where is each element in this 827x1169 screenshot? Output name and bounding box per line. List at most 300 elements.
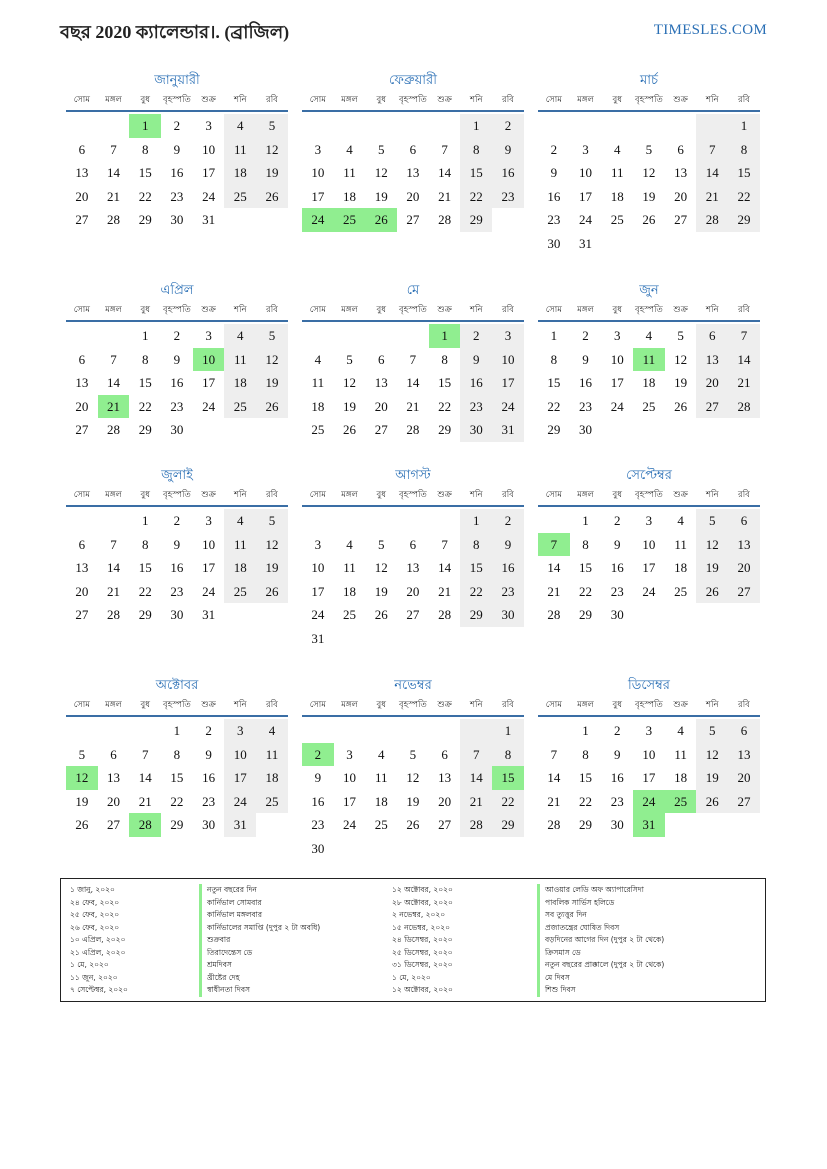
day-cell: 4 [377, 746, 385, 762]
day-cell: 18 [256, 766, 288, 790]
day-cell: 1 [492, 719, 524, 743]
day-cell: 16 [492, 556, 524, 580]
day-cell: 18 [610, 188, 624, 204]
day-cell: 28 [438, 607, 452, 622]
day-cell: 24 [343, 817, 357, 832]
holiday-date: ১০ এপ্রিল, ২০২০ [70, 935, 126, 944]
day-cell: 9 [173, 351, 181, 367]
empty-cell [334, 114, 366, 138]
empty-cell [256, 208, 288, 232]
day-cell: 10 [202, 536, 216, 552]
month-name: আগস্ট [395, 467, 431, 482]
day-cell: 30 [610, 817, 624, 832]
holiday-date: ১৫ নভেম্বর, ২০২০ [392, 922, 451, 932]
day-cell: 21 [460, 790, 492, 814]
empty-cell [601, 232, 633, 256]
day-cell: 18 [224, 556, 256, 580]
day-cell: 29 [170, 817, 184, 832]
day-cell: 23 [170, 398, 184, 414]
day-cell: 19 [256, 556, 288, 580]
weekday-label: শনি [470, 305, 483, 315]
holiday-names-col2 [537, 884, 664, 997]
day-cell: 30 [579, 422, 593, 437]
day-cell: 8 [550, 351, 558, 367]
weekday-header [538, 695, 760, 717]
holiday-list [60, 878, 766, 1002]
weekday-label: বৃহস্পতি [163, 490, 191, 500]
day-cell: 6 [78, 141, 86, 157]
day-cell: 22 [728, 185, 760, 209]
day-grid [538, 324, 760, 442]
day-cell: 13 [728, 743, 760, 767]
day-cell: 5 [677, 328, 684, 343]
day-cell: 29 [579, 607, 593, 622]
day-cell: 26 [696, 790, 728, 814]
day-cell: 22 [460, 185, 492, 209]
day-cell: 1 [582, 513, 589, 528]
weekday-label: সোম [545, 490, 562, 500]
holiday-day-cell: 11 [633, 348, 665, 372]
day-grid [66, 509, 288, 627]
day-cell: 2 [173, 118, 181, 133]
day-cell: 22 [138, 398, 152, 414]
day-cell: 30 [202, 817, 216, 832]
weekday-label: সোম [73, 700, 90, 710]
holiday-day-cell: 25 [665, 790, 697, 814]
day-cell: 10 [642, 746, 656, 762]
month-name: জানুয়ারী [154, 72, 200, 87]
day-cell: 30 [547, 235, 561, 251]
day-cell: 2 [492, 114, 524, 138]
day-cell: 4 [224, 509, 256, 533]
weekday-label: শুক্র [437, 305, 452, 315]
empty-cell [302, 114, 334, 138]
day-cell: 25 [642, 398, 656, 414]
day-cell: 20 [728, 556, 760, 580]
day-cell: 5 [256, 324, 288, 348]
day-cell: 18 [311, 398, 325, 414]
day-cell: 7 [110, 141, 117, 157]
day-cell: 29 [138, 607, 152, 622]
holiday-day-cell: 28 [129, 813, 161, 837]
day-cell: 15 [728, 161, 760, 185]
day-cell: 19 [642, 188, 656, 204]
day-cell: 27 [728, 580, 760, 604]
holiday-day-cell: 24 [633, 790, 665, 814]
day-cell: 7 [141, 746, 149, 762]
weekday-label: মঙ্গল [577, 305, 594, 315]
day-cell: 11 [311, 375, 325, 390]
weekday-label: রবি [266, 490, 278, 500]
day-cell: 16 [311, 793, 325, 809]
day-cell: 30 [610, 607, 624, 622]
weekday-label: বুধ [612, 490, 622, 500]
day-cell: 3 [314, 141, 322, 157]
day-cell: 28 [406, 422, 420, 437]
day-cell: 26 [674, 398, 688, 414]
day-cell: 10 [343, 770, 357, 785]
weekday-label: মঙ্গল [577, 700, 594, 710]
weekday-label: শনি [470, 700, 483, 710]
weekday-label: বুধ [376, 700, 386, 710]
empty-cell [66, 324, 98, 348]
empty-cell [728, 232, 760, 256]
month-name: মার্চ [639, 72, 658, 87]
day-cell: 26 [406, 817, 420, 832]
empty-cell [365, 837, 397, 861]
empty-cell [538, 509, 570, 533]
holiday-name: শিশু দিবস [537, 984, 664, 997]
day-cell: 24 [579, 212, 593, 227]
day-cell: 10 [610, 351, 624, 367]
day-cell: 25 [256, 790, 288, 814]
day-cell: 3 [645, 723, 653, 738]
day-cell: 30 [492, 603, 524, 627]
day-cell: 29 [579, 817, 593, 832]
holiday-day-cell: 31 [633, 813, 665, 837]
day-cell: 16 [170, 560, 184, 575]
day-cell: 25 [674, 583, 688, 599]
day-cell: 19 [696, 766, 728, 790]
month-name: অক্টোবর [155, 677, 199, 692]
day-cell: 20 [75, 188, 89, 204]
holiday-day-cell: 1 [129, 114, 161, 138]
day-cell: 3 [224, 719, 256, 743]
weekday-label: সোম [545, 95, 562, 105]
day-cell: 10 [311, 165, 325, 180]
day-cell: 12 [642, 165, 656, 180]
empty-cell [429, 509, 461, 533]
day-cell: 14 [728, 348, 760, 372]
day-cell: 9 [173, 536, 181, 552]
day-cell: 14 [547, 560, 561, 575]
day-cell: 2 [613, 723, 621, 738]
day-cell: 2 [205, 723, 212, 738]
day-cell: 29 [438, 422, 452, 437]
day-cell: 24 [492, 395, 524, 419]
day-cell: 28 [438, 212, 452, 227]
day-cell: 15 [138, 375, 152, 390]
weekday-label: মঙ্গল [577, 490, 594, 500]
day-cell: 22 [547, 398, 561, 414]
month-name: এপ্রিল [160, 282, 194, 297]
weekday-label: শনি [470, 95, 483, 105]
holiday-date: ২৫ ফেব, ২০২০ [70, 910, 120, 919]
holiday-name: মে দিবস [537, 972, 664, 985]
day-cell: 27 [374, 422, 388, 437]
day-cell: 2 [173, 328, 181, 343]
day-cell: 29 [138, 212, 152, 227]
day-cell: 10 [579, 165, 593, 180]
day-cell: 11 [610, 165, 624, 180]
weekday-label: রবি [266, 700, 278, 710]
month-10 [66, 675, 288, 837]
day-cell: 7 [441, 141, 448, 157]
weekday-label: রবি [738, 95, 750, 105]
day-cell: 10 [311, 560, 325, 575]
weekday-header [302, 300, 524, 322]
empty-cell [429, 627, 461, 651]
day-cell: 30 [311, 840, 325, 856]
holiday-day-cell: 25 [334, 208, 366, 232]
holiday-day-cell: 26 [365, 208, 397, 232]
weekday-label: শনি [706, 305, 719, 315]
empty-cell [66, 719, 98, 743]
weekday-label: রবি [266, 305, 278, 315]
empty-cell [492, 627, 524, 651]
day-cell: 1 [141, 328, 149, 343]
day-grid [66, 324, 288, 442]
empty-cell [696, 232, 728, 256]
day-cell: 30 [170, 422, 184, 437]
empty-cell [601, 418, 633, 442]
month-6 [538, 280, 760, 442]
weekday-header [66, 695, 288, 717]
weekday-label: রবি [738, 305, 750, 315]
day-cell: 4 [645, 328, 653, 343]
weekday-label: রবি [502, 490, 514, 500]
day-cell: 6 [728, 719, 760, 743]
day-cell: 28 [107, 607, 121, 622]
site-link[interactable]: TIMESLES.COM [653, 22, 767, 38]
day-cell: 23 [170, 188, 184, 204]
day-cell: 3 [205, 328, 212, 343]
day-cell: 30 [170, 607, 184, 622]
day-cell: 9 [173, 141, 181, 157]
weekday-label: বুধ [376, 305, 386, 315]
day-cell: 17 [642, 560, 656, 575]
weekday-label: শনি [234, 490, 247, 500]
weekday-label: বুধ [140, 95, 150, 105]
day-cell: 9 [492, 533, 524, 557]
day-cell: 30 [170, 212, 184, 227]
holiday-name: আওয়ার লেডি অফ অ্যাপারেসিদা [537, 884, 664, 897]
day-cell: 19 [343, 398, 357, 414]
day-cell: 6 [677, 141, 684, 157]
day-cell: 13 [75, 165, 89, 180]
weekday-label: রবি [502, 305, 514, 315]
day-cell: 11 [674, 536, 687, 552]
day-cell: 31 [202, 212, 216, 227]
day-cell: 9 [460, 348, 492, 372]
empty-cell [665, 114, 697, 138]
day-cell: 6 [78, 351, 86, 367]
weekday-label: শনি [234, 305, 247, 315]
weekday-label: বৃহস্পতি [635, 95, 663, 105]
empty-cell [302, 719, 334, 743]
day-cell: 3 [582, 141, 589, 157]
day-cell: 17 [224, 766, 256, 790]
holiday-name: শুক্রবার [199, 934, 320, 947]
day-cell: 1 [582, 723, 589, 738]
day-cell: 12 [674, 351, 688, 367]
day-cell: 10 [202, 141, 216, 157]
day-cell: 2 [550, 141, 558, 157]
holiday-name: খ্রীষ্টের দেহ [199, 972, 320, 985]
month-name: জুন [639, 282, 659, 297]
day-cell: 9 [550, 165, 558, 180]
month-9 [538, 465, 760, 627]
day-cell: 6 [728, 509, 760, 533]
day-cell: 25 [224, 395, 256, 419]
day-cell: 9 [613, 746, 621, 762]
empty-cell [129, 719, 161, 743]
day-cell: 10 [642, 536, 656, 552]
day-cell: 22 [460, 580, 492, 604]
day-cell: 8 [141, 351, 149, 367]
day-cell: 12 [256, 348, 288, 372]
empty-cell [665, 603, 697, 627]
month-name: সেপ্টেম্বর [626, 467, 672, 482]
day-cell: 31 [224, 813, 256, 837]
day-cell: 11 [224, 348, 256, 372]
weekday-label: সোম [73, 95, 90, 105]
day-cell: 8 [460, 533, 492, 557]
day-cell: 15 [138, 560, 152, 575]
day-cell: 21 [438, 583, 452, 599]
day-cell: 19 [256, 371, 288, 395]
weekday-label: সোম [73, 490, 90, 500]
holiday-name: ক্রিসমাস ডে [537, 947, 664, 960]
day-cell: 12 [256, 533, 288, 557]
day-cell: 29 [460, 603, 492, 627]
day-cell: 23 [170, 583, 184, 599]
day-cell: 14 [438, 560, 452, 575]
day-cell: 23 [610, 793, 624, 809]
day-cell: 15 [138, 165, 152, 180]
day-cell: 28 [728, 395, 760, 419]
holiday-date: ১২ অক্টোবর, ২০২০ [392, 885, 453, 894]
day-cell: 11 [343, 560, 356, 575]
day-cell: 18 [674, 560, 688, 575]
day-cell: 4 [346, 141, 353, 157]
day-cell: 25 [343, 607, 357, 622]
day-cell: 7 [460, 743, 492, 767]
holiday-name: প্রজাতন্ত্রের ঘোষিত দিবস [537, 922, 664, 935]
day-cell: 15 [547, 375, 561, 390]
day-cell: 5 [645, 141, 653, 157]
day-cell: 26 [256, 395, 288, 419]
empty-cell [397, 114, 429, 138]
weekday-label: শনি [234, 95, 247, 105]
weekday-label: বৃহস্পতি [163, 305, 191, 315]
month-2 [302, 70, 524, 232]
day-cell: 14 [547, 770, 561, 785]
day-cell: 17 [610, 375, 624, 390]
empty-cell [538, 114, 570, 138]
weekday-label: বুধ [612, 95, 622, 105]
day-cell: 29 [547, 422, 561, 437]
day-cell: 9 [613, 536, 621, 552]
day-cell: 21 [107, 583, 121, 599]
day-cell: 22 [170, 793, 184, 809]
day-cell: 5 [377, 141, 385, 157]
day-cell: 10 [224, 743, 256, 767]
day-cell: 12 [406, 770, 420, 785]
weekday-label: শুক্র [673, 95, 688, 105]
empty-cell [302, 509, 334, 533]
day-cell: 17 [311, 583, 325, 599]
weekday-label: বৃহস্পতি [399, 305, 427, 315]
day-cell: 11 [224, 533, 256, 557]
day-cell: 24 [202, 188, 216, 204]
day-cell: 13 [696, 348, 728, 372]
day-cell: 31 [311, 630, 325, 646]
holiday-name: সব ত্যুত্তুর দিন [537, 909, 664, 922]
empty-cell [397, 719, 429, 743]
day-cell: 3 [205, 118, 212, 133]
day-cell: 3 [346, 746, 353, 762]
day-cell: 5 [78, 746, 86, 762]
day-cell: 21 [547, 793, 561, 809]
day-cell: 20 [406, 188, 420, 204]
weekday-label: রবি [738, 700, 750, 710]
day-cell: 21 [547, 583, 561, 599]
holiday-name: তিরাদেন্তেস ডে [199, 947, 320, 960]
weekday-label: সোম [309, 700, 326, 710]
day-cell: 20 [75, 398, 89, 414]
day-cell: 15 [170, 770, 184, 785]
month-5 [302, 280, 524, 442]
day-grid [302, 324, 524, 442]
day-cell: 20 [374, 398, 388, 414]
day-cell: 22 [138, 188, 152, 204]
day-cell: 23 [579, 398, 593, 414]
holiday-date: ১ জানু, ২০২০ [70, 885, 115, 894]
weekday-label: মঙ্গল [341, 95, 358, 105]
holiday-date: ১ মে, ২০২০ [392, 972, 431, 982]
holiday-day-cell: 10 [193, 348, 225, 372]
day-cell: 14 [460, 766, 492, 790]
day-cell: 9 [492, 138, 524, 162]
empty-cell [334, 509, 366, 533]
day-cell: 24 [202, 398, 216, 414]
empty-cell [397, 324, 429, 348]
weekday-label: বুধ [376, 95, 386, 105]
holiday-name: পাবলিক সার্ভিস হলিডে [537, 897, 664, 910]
holiday-name: কার্নিভালের সমাপ্তি (দুপুর ২ টা অবধি) [199, 922, 320, 935]
weekday-label: বৃহস্পতি [399, 700, 427, 710]
weekday-header [538, 300, 760, 322]
day-cell: 23 [460, 395, 492, 419]
day-cell: 4 [677, 513, 684, 528]
empty-cell [397, 509, 429, 533]
empty-cell [224, 208, 256, 232]
month-4 [66, 280, 288, 442]
empty-cell [224, 603, 256, 627]
empty-cell [365, 627, 397, 651]
empty-cell [66, 114, 98, 138]
empty-cell [665, 418, 697, 442]
day-grid [538, 509, 760, 627]
weekday-label: বুধ [140, 700, 150, 710]
day-cell: 28 [547, 817, 561, 832]
day-cell: 21 [138, 793, 152, 809]
day-cell: 17 [311, 188, 325, 204]
weekday-header [538, 485, 760, 507]
day-cell: 19 [374, 583, 388, 599]
day-cell: 18 [343, 583, 357, 599]
empty-cell [98, 719, 130, 743]
day-grid [538, 114, 760, 255]
day-cell: 2 [613, 513, 621, 528]
weekday-label: বুধ [612, 700, 622, 710]
day-cell: 17 [202, 165, 216, 180]
day-cell: 27 [674, 212, 688, 227]
day-cell: 13 [406, 560, 420, 575]
month-8 [302, 465, 524, 650]
empty-cell [633, 418, 665, 442]
